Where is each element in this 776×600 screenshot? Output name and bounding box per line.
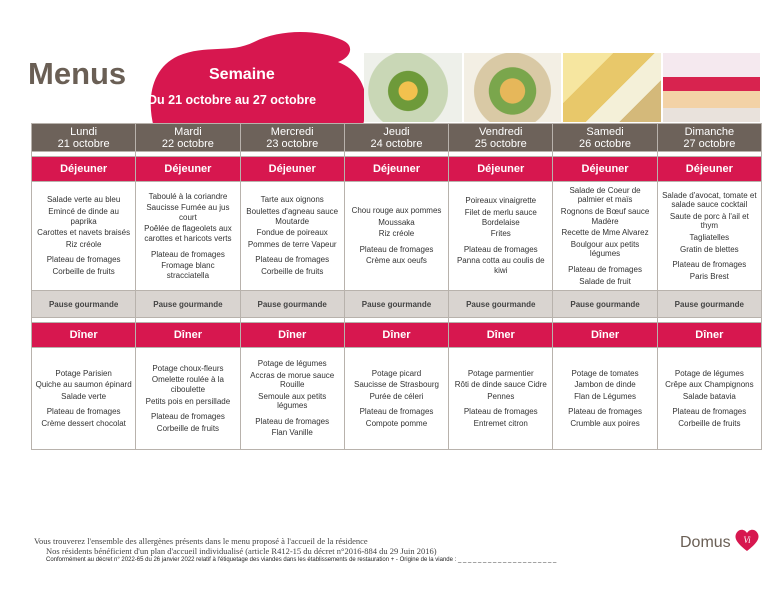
dish-item: Recette de Mme Alvarez xyxy=(561,228,649,238)
dish-item: Gratin de blettes xyxy=(679,244,739,254)
dish-item: Carottes et navets braisés xyxy=(37,228,131,238)
dish-item: Chou rouge aux pommes xyxy=(351,206,442,216)
day-date: 22 octobre xyxy=(161,137,214,150)
dish-item: Rognons de Bœuf sauce Madère xyxy=(560,207,650,226)
dish-item: Pennes xyxy=(487,391,515,401)
dish-item: Crumble aux poires xyxy=(570,418,640,428)
meal-cell xyxy=(136,348,240,450)
dish-item: Rôti de dinde sauce Cidre xyxy=(454,380,547,390)
meal-header-diner: Dîner xyxy=(136,323,240,348)
dish-item: Taboulé à la coriandre xyxy=(148,191,228,201)
dish-item: Plateau de fromages xyxy=(359,407,434,417)
weekly-menu-table xyxy=(31,123,762,450)
day-header-row xyxy=(32,124,762,152)
dish-item: Potage Parisien xyxy=(55,368,112,378)
dish-item: Riz créole xyxy=(378,229,415,239)
day-header xyxy=(136,124,240,152)
dish-item: Potage de légumes xyxy=(674,368,744,378)
dish-item: Boulettes d'agneau sauce Moutarde xyxy=(246,207,339,226)
day-name: Dimanche xyxy=(684,125,735,138)
food-photo-dessert-glass xyxy=(364,53,462,122)
meat-origin-note: Conformément au décret n° 2022-65 du 26 janvier 2022 relatif à l'étiquetage des viandes dans les établissements de restauration + - Origine de la viande : _ _ _ _ _ _ _ _ _ _ _ _ _ _ _ _ _ _ _ _ xyxy=(46,557,557,563)
dish-item: Potage choux-fleurs xyxy=(152,363,224,373)
meal-cell xyxy=(657,348,761,450)
day-name: Jeudi xyxy=(383,125,410,138)
dish-item: Saute de porc à l'ail et thym xyxy=(669,211,749,231)
meal-header-dejeuner: Déjeuner xyxy=(136,157,240,182)
pause-gourmande: Pause gourmande xyxy=(657,291,761,318)
dish-item: Plateau de fromages xyxy=(672,407,747,417)
day-date: 27 octobre xyxy=(683,137,736,150)
food-photo-cheese xyxy=(561,53,661,122)
dish-item: Tagliatelles xyxy=(689,233,730,242)
day-header xyxy=(344,124,448,152)
dish-item: Frites xyxy=(490,229,511,239)
dish-item: Flan Vanille xyxy=(271,428,313,438)
meal-cell xyxy=(240,348,344,450)
svg-text:Vi: Vi xyxy=(743,535,751,545)
dish-item: Purée de céleri xyxy=(369,391,424,401)
dish-item: Salade verte au bleu xyxy=(46,195,121,205)
meal-cell xyxy=(344,348,448,450)
pause-gourmande: Pause gourmande xyxy=(32,291,136,318)
day-date: 21 octobre xyxy=(57,137,110,150)
dish-item: Semoule aux petits légumes xyxy=(258,391,327,411)
meal-cell xyxy=(136,182,240,291)
meal-header-row-dejeuner xyxy=(32,157,762,182)
dish-item: Paris Brest xyxy=(689,271,729,281)
dish-item: Potage de légumes xyxy=(257,358,327,368)
dish-item: Crème dessert chocolat xyxy=(41,418,126,428)
meal-items-row-diner xyxy=(32,348,762,450)
dish-item: Compote pomme xyxy=(365,418,428,428)
pause-gourmande: Pause gourmande xyxy=(240,291,344,318)
dish-item: Salade de Coeur de palmier et maïs xyxy=(569,185,641,205)
dish-item: Fromage blanc stracciatella xyxy=(161,261,215,280)
day-name: Vendredi xyxy=(479,125,523,138)
dish-item: Plateau de fromages xyxy=(568,264,642,274)
day-date: 26 octobre xyxy=(579,137,632,150)
dish-item: Salade d'avocat, tomate et salade sauce cocktail xyxy=(662,190,757,210)
meal-header-diner: Dîner xyxy=(449,323,553,348)
dish-item: Plateau de fromages xyxy=(255,416,330,426)
day-header xyxy=(553,124,657,152)
dish-item: Fondue de poireaux xyxy=(256,228,328,238)
meal-cell xyxy=(32,348,136,450)
dish-item: Jambon de dinde xyxy=(574,380,636,390)
meal-header-diner: Dîner xyxy=(553,323,657,348)
brand-heart-logo xyxy=(734,528,760,552)
day-date: 23 octobre xyxy=(266,137,319,150)
dish-item: Moussaka xyxy=(378,217,415,227)
day-name: Lundi xyxy=(70,125,98,138)
dish-item: Crème aux oeufs xyxy=(366,256,427,266)
dish-item: Plateau de fromages xyxy=(46,255,121,265)
dish-item: Pommes de terre Vapeur xyxy=(247,239,337,249)
dish-item: Quiche au saumon épinard xyxy=(35,380,132,390)
meal-header-dejeuner: Déjeuner xyxy=(657,157,761,182)
allergen-note: Vous trouverez l'ensemble des allergènes présents dans le menu proposé à l'accueil de la résidence xyxy=(34,536,368,546)
meal-header-dejeuner: Déjeuner xyxy=(344,157,448,182)
pause-gourmande: Pause gourmande xyxy=(344,291,448,318)
pause-gourmande: Pause gourmande xyxy=(449,291,553,318)
dish-item: Plateau de fromages xyxy=(463,244,538,254)
dish-item: Plateau de fromages xyxy=(568,407,642,417)
semaine-label: Semaine xyxy=(209,66,275,83)
dish-item: Emincé de dinde au paprika xyxy=(48,207,119,226)
dish-item: Saucisse de Strasbourg xyxy=(354,380,439,390)
meal-header-dejeuner: Déjeuner xyxy=(32,157,136,182)
day-name: Mardi xyxy=(174,125,202,138)
day-header xyxy=(240,124,344,152)
brand-logo-text: Domus xyxy=(680,534,731,551)
day-header xyxy=(32,124,136,152)
meal-header-diner: Dîner xyxy=(657,323,761,348)
dish-item: Flan de Légumes xyxy=(574,391,636,401)
day-date: 25 octobre xyxy=(474,137,527,150)
dish-item: Corbeille de fruits xyxy=(678,418,741,428)
meal-header-dejeuner: Déjeuner xyxy=(240,157,344,182)
dish-item: Salade verte xyxy=(61,391,107,401)
pause-row xyxy=(32,291,762,318)
dish-item: Plateau de fromages xyxy=(463,407,538,417)
meal-header-dejeuner: Déjeuner xyxy=(449,157,553,182)
meal-header-diner: Dîner xyxy=(344,323,448,348)
dish-item: Salade de fruit xyxy=(579,276,631,286)
dish-item: Corbeille de fruits xyxy=(156,423,220,433)
dish-item: Riz créole xyxy=(65,239,102,249)
meal-cell xyxy=(553,348,657,450)
dish-item: Plateau de fromages xyxy=(359,244,434,254)
day-header xyxy=(449,124,553,152)
dish-item: Entremet citron xyxy=(473,418,528,428)
meal-cell xyxy=(657,182,761,291)
meal-cell xyxy=(344,182,448,291)
dish-item: Potage de tomates xyxy=(571,368,639,378)
dish-item: Corbeille de fruits xyxy=(52,266,115,276)
day-name: Mercredi xyxy=(270,125,314,138)
dish-item: Boulgour aux petits légumes xyxy=(570,239,640,259)
meal-cell xyxy=(240,182,344,291)
dish-item: Petits pois en persillade xyxy=(145,396,231,406)
meal-cell xyxy=(32,182,136,291)
date-range: Du 21 octobre au 27 octobre xyxy=(148,93,317,107)
dish-item: Salade batavia xyxy=(682,391,736,401)
dish-item: Corbeille de fruits xyxy=(261,266,324,276)
dish-item: Filet de merlu sauce Bordelaise xyxy=(464,208,537,227)
dish-item: Plateau de fromages xyxy=(151,249,225,259)
dish-item: Panna cotta au coulis de kiwi xyxy=(456,256,545,275)
dish-item: Poêlée de flageolets aux carottes et haricots verts xyxy=(144,224,232,243)
meal-header-diner: Dîner xyxy=(32,323,136,348)
welcome-plan-note: Nos résidents bénéficient d'un plan d'accueil individualisé (article R412-15 du décret n°2016-884 du 29 Juin 2016) xyxy=(46,546,437,556)
dish-item: Plateau de fromages xyxy=(255,255,330,265)
dish-item: Poireaux vinaigrette xyxy=(465,196,537,206)
food-photo-salad-plate xyxy=(462,53,562,122)
pause-gourmande: Pause gourmande xyxy=(553,291,657,318)
dish-item: Plateau de fromages xyxy=(151,412,225,422)
meal-cell xyxy=(449,348,553,450)
page-title: Menus xyxy=(28,56,127,91)
day-date: 24 octobre xyxy=(370,137,423,150)
meal-items-row-dejeuner xyxy=(32,182,762,291)
dish-item: Plateau de fromages xyxy=(46,407,121,417)
dish-item: Plateau de fromages xyxy=(672,260,747,270)
photo-strip xyxy=(364,53,760,122)
dish-item: Saucisse Fumée au jus court xyxy=(146,203,230,222)
meal-cell xyxy=(449,182,553,291)
dish-item: Tarte aux oignons xyxy=(260,195,324,205)
dish-item: Omelette roulée à la ciboulette xyxy=(151,375,224,394)
food-photo-raspberry-tart xyxy=(661,53,761,122)
pause-gourmande: Pause gourmande xyxy=(136,291,240,318)
dish-item: Potage parmentier xyxy=(467,368,534,378)
meal-cell xyxy=(553,182,657,291)
dish-item: Accras de morue sauce Rouille xyxy=(250,370,335,390)
meal-header-row-diner xyxy=(32,323,762,348)
dish-item: Potage picard xyxy=(371,368,422,378)
meal-header-diner: Dîner xyxy=(240,323,344,348)
day-name: Samedi xyxy=(586,125,624,138)
day-header xyxy=(657,124,761,152)
meal-header-dejeuner: Déjeuner xyxy=(553,157,657,182)
dish-item: Crêpe aux Champignons xyxy=(665,380,754,390)
